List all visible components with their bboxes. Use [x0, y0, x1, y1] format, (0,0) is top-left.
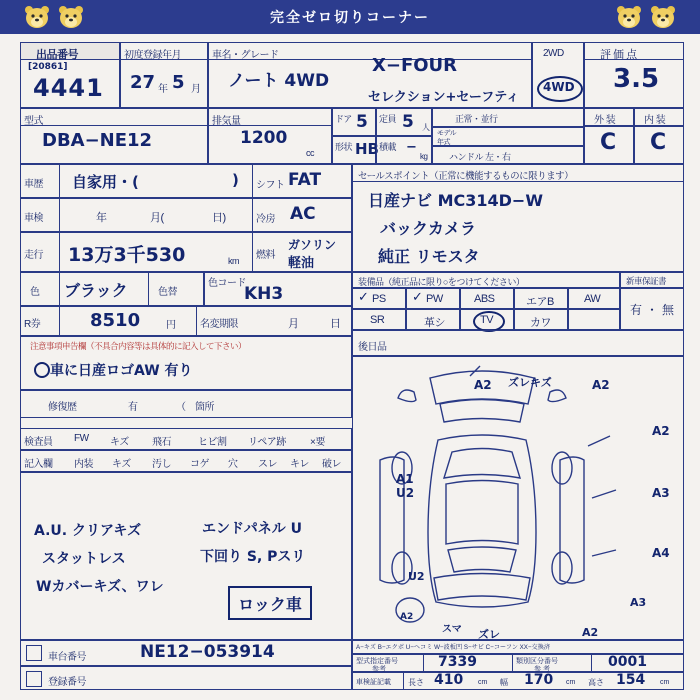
color-label-cell [20, 272, 60, 306]
diagram-mark-7: A3 [652, 486, 670, 500]
seats-label: 定員 [379, 114, 397, 124]
footer-len-label: 長さ [408, 678, 424, 687]
footer-hei-label: 高さ [588, 678, 604, 687]
mileage-label: 走行 [24, 250, 43, 261]
free-note-left-2: スタットレス [42, 551, 126, 567]
handle-label: ハンドル 左・右 [449, 152, 511, 162]
ac-value: AC [290, 204, 316, 224]
free-note-left-3: Wカバーキズ、ワレ [36, 579, 164, 595]
notes-label: 注意事項申告欄（不具合内容等は具体的に記入して下さい） [30, 341, 247, 351]
free-note-right-2: 下回り S, Pスリ [200, 549, 306, 565]
equip-pw-check: ✓ [412, 290, 423, 305]
reg-year: 27 [130, 72, 156, 93]
diagram-mark-6: U2 [396, 486, 415, 500]
doors-value: 5 [356, 112, 368, 132]
entry-item-5: スレ [258, 459, 277, 470]
r-ticket-value: 8510 [90, 310, 141, 331]
free-note-left-1: A.U. クリアキズ [34, 523, 142, 539]
fuel-label: 燃料 [256, 250, 275, 261]
load-label: 積載 [379, 142, 397, 152]
ac-label: 冷房 [256, 214, 275, 225]
entry-label: 記入欄 [24, 459, 53, 470]
inspector-item-1: キズ [110, 437, 129, 448]
entry-interior-label: 内装 [74, 459, 93, 470]
doors-label: ドア [335, 114, 352, 124]
warranty-sep: ・ [646, 303, 658, 317]
inspector-item-4: リペア跡 [248, 437, 286, 448]
chassis-checkbox[interactable] [26, 645, 42, 661]
fuel-option-gasoline: ガソリン [288, 238, 337, 252]
ext-value: C [600, 130, 617, 155]
footer-len-unit: cm [478, 679, 488, 686]
displacement-value: 1200 [240, 128, 288, 148]
diagram-mark-2: ズレキズ [508, 376, 552, 389]
diagram-mark-3: A2 [592, 378, 610, 392]
inspector-item-5: ×要 [310, 437, 325, 448]
notes-line: 車に日産ロゴAW 有り [50, 363, 193, 379]
diagram-mark-13: A2 [582, 626, 599, 639]
diagram-legend: A−キズ B−エクボ U−ヘコミ W−波板凹 S−サビ C−コーフン XX−交換済 [356, 644, 551, 651]
bear-icon [22, 4, 52, 30]
registration-checkbox[interactable] [26, 671, 42, 687]
lock-stamp [228, 586, 312, 620]
header-banner [0, 0, 700, 34]
inspection-month: 月( [150, 212, 164, 224]
ext-label: 外 装 [594, 115, 616, 126]
color-label: 色 [30, 287, 40, 298]
equip-ps-check: ✓ [358, 290, 369, 305]
type-label: 型式 [24, 116, 43, 127]
sales-point-line-1: 日産ナビ MC314D−W [368, 191, 543, 210]
diagram-mark-12: ズレ [478, 628, 500, 641]
name-change-label: 名変期限 [200, 319, 238, 330]
lot-label: 出品番号 [36, 49, 78, 61]
diagram-mark-11: スマ [442, 624, 462, 635]
equip-ps-label: PS [372, 293, 386, 305]
bear-icon [56, 4, 86, 30]
inspector-label: 検査員 [24, 437, 53, 448]
reg-month: 5 [172, 72, 185, 93]
equipment-label: 装備品（純正品に限り○をつけてください） [358, 277, 525, 287]
entry-item-7: 破レ [322, 459, 341, 470]
shift-label: シフト [256, 180, 285, 191]
equip-tv-circle-mark [473, 311, 505, 332]
color-change-label: 色替 [158, 287, 177, 298]
inspection-year: 年 [96, 212, 107, 224]
int-value: C [650, 130, 667, 155]
entry-item-6: キレ [290, 459, 309, 470]
footer-type-label: 型式指定番号 [356, 658, 398, 665]
equip-sr-label: SR [370, 314, 385, 326]
color-code-value: KH3 [244, 284, 284, 304]
free-note-right-1: エンドパネル U [202, 521, 302, 537]
entry-item-3: コゲ [190, 459, 209, 470]
lock-stamp-label: ロック車 [238, 594, 302, 614]
displacement-label: 排気量 [212, 116, 241, 127]
reg-month-unit: 月 [191, 84, 201, 95]
history-value: 自家用・( [72, 173, 139, 191]
drive-label: 2WD [543, 48, 564, 59]
inspector-cell [20, 428, 352, 450]
drive-circle-mark [537, 76, 583, 102]
type-label-cell [20, 108, 208, 126]
diagram-mark-1: A2 [474, 378, 492, 392]
seats-value: 5 [402, 112, 414, 132]
mileage-unit: km [228, 256, 239, 266]
footer-std-label: 車検証記載 [356, 679, 391, 686]
chassis-label: 車台番号 [48, 652, 86, 663]
history-value2: ) [232, 171, 239, 189]
footer-wid-value: 170 [524, 672, 554, 688]
name-change-month: 月 [288, 318, 299, 330]
footer-wid-label: 幅 [500, 678, 508, 687]
reg-label: 初度登録年月 [124, 50, 181, 61]
sales-point-line-3: 純正 リモスタ [378, 247, 480, 266]
body-label: 形状 [335, 142, 353, 152]
displacement-unit: cc [306, 148, 314, 158]
bear-icon [648, 4, 678, 30]
footer-type-value: 7339 [438, 654, 477, 670]
inspection-label: 車検 [24, 213, 43, 224]
repair-yes[interactable]: 有 [128, 402, 138, 413]
entry-item-4: 穴 [228, 459, 238, 470]
r-ticket-unit: 円 [166, 320, 176, 331]
entry-item-2: 汚し [152, 459, 171, 470]
diagram-mark-9: U2 [408, 570, 425, 583]
footer-hei-value: 154 [616, 672, 646, 688]
diagram-mark-8: A4 [652, 546, 670, 560]
notes-circle-mark [34, 362, 50, 378]
history-label: 車歴 [24, 179, 43, 190]
name-change-day: 日 [330, 318, 341, 330]
lot-sub: [20861] [28, 62, 68, 72]
sales-point-line-2: バックカメラ [380, 219, 477, 238]
inspector-item-2: 飛石 [152, 437, 171, 448]
drive-value: 4WD [543, 80, 575, 94]
registration-label: 登録番号 [48, 677, 86, 688]
delivery-label: 後日品 [358, 342, 387, 353]
body-value: HB [355, 140, 379, 158]
footer-class-sub: 参 考 [534, 666, 550, 673]
equip-airbag-label: エアB [526, 296, 554, 308]
equip-tv-label: TV [480, 314, 494, 326]
warranty-yes[interactable]: 有 [630, 303, 642, 317]
warranty-no[interactable]: 無 [662, 303, 674, 317]
parallel-label: 正常・並行 [455, 114, 498, 124]
entry-item-1: キズ [112, 459, 131, 470]
color-value: ブラック [64, 281, 128, 300]
page-title: 完全ゼロ切りコーナー [270, 9, 430, 25]
year-label-small: 年式 [437, 139, 450, 146]
footer-ref-label: 参考 [372, 666, 386, 673]
lot-number: 4441 [33, 74, 104, 102]
warranty-label: 新車保証書 [626, 276, 667, 286]
load-value: − [406, 140, 417, 155]
model-label: 車名・グレード [212, 50, 279, 61]
bear-icon [614, 4, 644, 30]
diagram-mark-14: A3 [630, 596, 647, 609]
repair-place: （ 箇所 [176, 402, 214, 413]
seats-unit: 人 [422, 123, 430, 132]
repair-label: 修復歴 [48, 402, 77, 413]
inspector-item-3: ヒビ割 [198, 437, 227, 448]
load-unit: kg [420, 152, 428, 161]
inspection-day: 日) [212, 212, 226, 224]
inspector-fw-label: FW [74, 433, 89, 444]
score-label: 評 価 点 [600, 49, 637, 61]
color-code-label: 色コード [208, 278, 246, 289]
equip-abs-label: ABS [474, 293, 495, 305]
diagram-mark-5: A1 [396, 472, 414, 486]
sales-point-label: セールスポイント（正常に機能するものに限ります） [358, 171, 574, 182]
equip-blank-cell [568, 309, 620, 330]
mileage-value: 13万3千530 [68, 244, 186, 266]
footer-len-value: 410 [434, 672, 464, 688]
chassis-value: NE12−053914 [140, 642, 275, 662]
footer-class-value: 0001 [608, 654, 647, 670]
footer-class-label: 類別区分番号 [516, 658, 558, 665]
fuel-option-diesel: 軽油 [288, 256, 315, 271]
score-value: 3.5 [613, 64, 660, 94]
model-label-small: モデル [437, 130, 457, 137]
footer-wid-unit: cm [566, 679, 576, 686]
equip-pw-label: PW [426, 293, 443, 305]
diagram-mark-4: A2 [652, 424, 670, 438]
model-grade2: セレクション+セーフティ [368, 90, 520, 105]
equip-kawa-label: カワ [530, 317, 551, 329]
shift-value: FAT [288, 170, 322, 190]
delivery-cell [352, 330, 684, 356]
equip-leather-label: 革シ [424, 317, 445, 329]
model-grade1: X−FOUR [372, 55, 458, 76]
type-value: DBA−NE12 [42, 130, 153, 151]
reg-year-unit: 年 [158, 84, 168, 95]
diagram-mark-10: A2 [400, 612, 414, 622]
footer-hei-unit: cm [660, 679, 670, 686]
r-ticket-label: R券 [24, 319, 41, 330]
int-label: 内 装 [644, 115, 666, 126]
model-name: ノート 4WD [228, 71, 330, 91]
equip-aw-label: AW [584, 293, 601, 305]
